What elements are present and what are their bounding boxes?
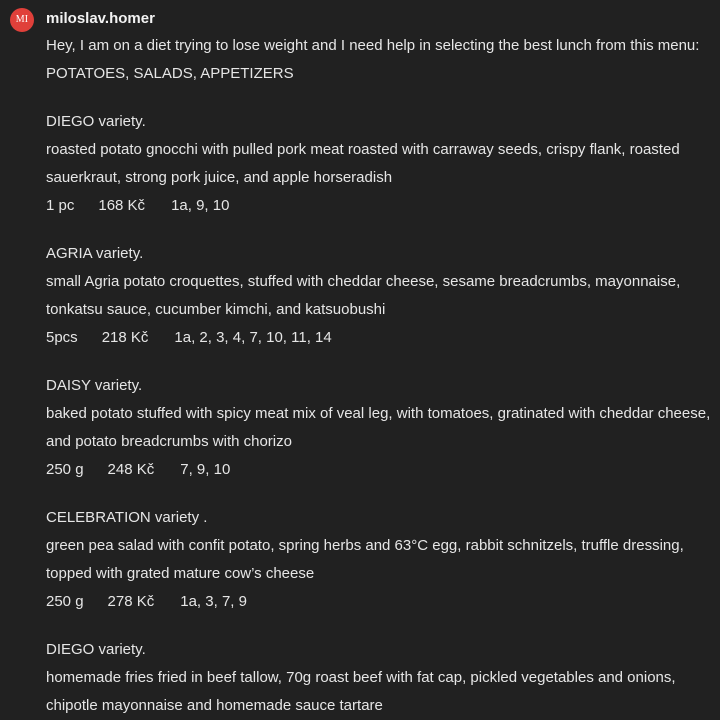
menu-item xyxy=(46,636,714,720)
message-body xyxy=(46,32,714,720)
menu-item-description: roasted potato gnocchi with pulled pork meat roasted with carraway seeds, crispy flank, roasted sauerkraut, strong pork juice, and apple horseradish xyxy=(46,141,680,186)
menu-item-variety: CELEBRATION variety . xyxy=(46,509,208,526)
avatar[interactable]: MI xyxy=(10,8,34,32)
menu-item-quantity: 250 g xyxy=(46,593,84,610)
menu-item-description: small Agria potato croquettes, stuffed with cheddar cheese, sesame breadcrumbs, mayonnaise, tonkatsu sauce, cucumber kimchi, and katsuobushi xyxy=(46,273,681,318)
menu-item-price: 218 Kč xyxy=(101,329,149,346)
menu-item xyxy=(46,240,714,352)
username[interactable]: miloslav.homer xyxy=(46,10,155,27)
menu-item-quantity: 5pcs xyxy=(46,329,78,346)
menu-item-variety: DIEGO variety. xyxy=(46,113,146,130)
menu-item-quantity: 250 g xyxy=(46,461,84,478)
menu-item-quantity: 1 pc xyxy=(46,197,75,214)
menu-item-price: 278 Kč xyxy=(107,593,155,610)
menu-item xyxy=(46,504,714,616)
menu-item-allergens: 1a, 2, 3, 4, 7, 10, 11, 14 xyxy=(174,329,332,346)
menu-item-variety: DAISY variety. xyxy=(46,377,143,394)
menu-item xyxy=(46,108,714,220)
menu-item-description: baked potato stuffed with spicy meat mix of veal leg, with tomatoes, gratinated with cheddar cheese, and potato breadcrumbs with chorizo xyxy=(46,405,711,450)
menu-item-description: green pea salad with confit potato, spring herbs and 63°C egg, rabbit schnitzels, truffle dressing, topped with grated mature cow’s cheese xyxy=(46,537,684,582)
menu-item-meta xyxy=(46,324,714,352)
menu-item-allergens: 1a, 3, 7, 9 xyxy=(180,593,247,610)
menu-item xyxy=(46,372,714,484)
message-intro-block xyxy=(46,32,714,88)
menu-item-meta xyxy=(46,192,714,220)
message-intro: Hey, I am on a diet trying to lose weight and I need help in selecting the best lunch from this menu: POTATOES, SALADS, APPETIZERS xyxy=(46,37,700,82)
menu-item-variety: AGRIA variety. xyxy=(46,245,144,262)
menu-item-variety: DIEGO variety. xyxy=(46,641,146,658)
menu-item-description: homemade fries fried in beef tallow, 70g roast beef with fat cap, pickled vegetables and onions, chipotle mayonnaise and homemade sauce tartare xyxy=(46,669,676,714)
menu-item-meta xyxy=(46,588,714,616)
menu-item-price: 248 Kč xyxy=(107,461,155,478)
menu-item-meta xyxy=(46,456,714,484)
menu-item-price: 168 Kč xyxy=(98,197,146,214)
menu-item-allergens: 7, 9, 10 xyxy=(180,461,231,478)
menu-item-allergens: 1a, 9, 10 xyxy=(171,197,230,214)
